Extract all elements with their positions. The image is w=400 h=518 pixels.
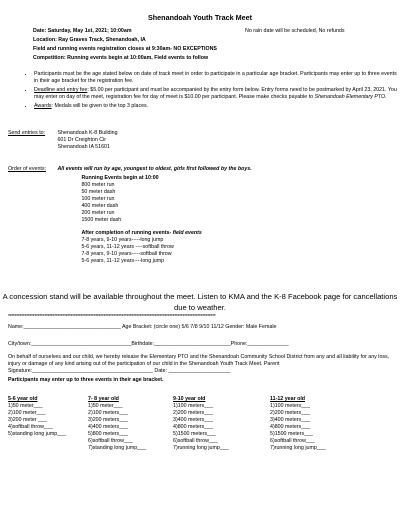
event-line[interactable]: 3)400 meters___ bbox=[173, 417, 214, 423]
order-of-events bbox=[8, 166, 377, 265]
event-location: Location: Ray Graves Track, Shenandoah, IA bbox=[33, 37, 146, 43]
concession-notice: A concession stand will be available throughout the meet. Listen to KMA and the K-8 Facebook page for cancellations due to weather. bbox=[2, 292, 398, 312]
event-line[interactable]: 1)50 meter___ bbox=[8, 403, 43, 409]
event-line[interactable]: 3)200 meters___ bbox=[88, 417, 129, 423]
event-line[interactable]: 4)softball throw___ bbox=[8, 424, 53, 430]
no-rain-note: No rain date will be scheduled, No refunds bbox=[245, 28, 345, 34]
rule-awards: • Awards: Medals will be given to the top 3 places. bbox=[34, 103, 399, 110]
event-line[interactable]: 4)800 meters___ bbox=[270, 424, 311, 430]
event-line[interactable]: 5)standing long jump___ bbox=[8, 431, 67, 437]
event-line[interactable]: 3)200 meter ___ bbox=[8, 417, 47, 423]
registration-note: Field and running events registration closes at 9:30am- NO EXCEPTIONS bbox=[33, 46, 217, 52]
divider-stars: ****************************************************************************************************************************** bbox=[8, 314, 216, 320]
event-line[interactable]: 2)100 meters___ bbox=[88, 410, 129, 416]
event-line[interactable]: 6)softball throw___ bbox=[270, 438, 315, 444]
event-line[interactable]: 4)400 meters___ bbox=[88, 424, 129, 430]
event-line[interactable]: 7)standing long jump___ bbox=[88, 445, 147, 451]
order-label: Order of events: bbox=[8, 166, 46, 172]
event-line[interactable]: 2)200 meters___ bbox=[270, 410, 311, 416]
event-line[interactable]: 1)100 meters___ bbox=[270, 403, 311, 409]
may-enter-note: Participants may enter up to three events in their age bracket. bbox=[8, 377, 164, 383]
event-line[interactable]: 5)1500 meters___ bbox=[173, 431, 216, 437]
event-line[interactable]: 4)800 meters___ bbox=[173, 424, 214, 430]
rules-list bbox=[20, 71, 399, 112]
event-line[interactable]: 1)100 meters___ bbox=[173, 403, 214, 409]
bracket-7-8: 7- 8 year old 1)50 meter___ 2)100 meters___ 3)200 meters___ 4)400 meters___ 5)800 meters___ 6)softball throw___ 7)standing long jump___ bbox=[88, 396, 147, 451]
event-line[interactable]: 5)1500 meters___ bbox=[270, 431, 313, 437]
bracket-5-6: 5-6 year old 1)50 meter___ 2)100 meter___ 3)200 meter ___ 4)softball throw___ 5)standing long jump___ bbox=[8, 396, 67, 437]
event-line[interactable]: 7)running long jump___ bbox=[173, 445, 229, 451]
event-line[interactable]: 2)100 meter___ bbox=[8, 410, 46, 416]
event-line[interactable]: 2)200 meters___ bbox=[173, 410, 214, 416]
bracket-9-10: 9-10 year old 1)100 meters___ 2)200 meters___ 3)400 meters___ 4)800 meters___ 5)1500 meters___ 6)softball throw___ 7)running long jump___ bbox=[173, 396, 229, 451]
bracket-11-12: 11-12 year old 1)100 meters___ 2)200 meters___ 3)400 meters___ 4)800 meters___ 5)1500 meters___ 6)softball throw___ 7)running long jump___ bbox=[270, 396, 326, 451]
competition-note: Competition: Running events begin at 10:00am, Field events to follow bbox=[33, 55, 209, 61]
order-lead: All events will run by age, youngest to oldest, girls first followed by the boys. bbox=[57, 166, 252, 172]
rule-deadline: • Deadline and entry fee: $5.00 per participant and must be accompanied by the entry form below. Entry forms need to be postmarked by April 23, 2021. You may enter on day of the meet, registration fee for day of meet is $10.00 per participant. Please make checks payable to Shenandoah Elementary PTO. bbox=[34, 87, 399, 101]
rule-age: • Participants must be the age stated below on date of track meet in order to participate in a particular age bracket. Participants may enter up to three events in their age bracket for the registration fee. bbox=[34, 71, 399, 85]
send-address: Shenandoah K-8 Building 601 Dr Creighton Cir Shenandoah IA 51601 bbox=[57, 130, 118, 150]
field-events: After completion of running events- field events 7-8 years, 9-10 years-----long jump 5-6 years, 11-12 years ----softball throw 7-8 years, 9-10 years-----softball throw 5-6 years, 11-12 years----long jump bbox=[81, 230, 202, 264]
event-date: Date: Saturday, May 1st, 2021; 10:00am bbox=[33, 28, 132, 34]
event-line[interactable]: 7)running long jump___ bbox=[270, 445, 326, 451]
event-line[interactable]: 6)softball throw___ bbox=[173, 438, 218, 444]
event-line[interactable]: 5)800 meters___ bbox=[88, 431, 129, 437]
liability-consent: On behalf of ourselves and our child, we hereby release the Elementary PTO and the Shenandoah Community School District from any and all liability for any loss, injury or damage of any kind arising out of the participation of our child in the Shenandoah Youth Track Meet. Parent Signature:_________________________________________ Date: _____________________ bbox=[8, 354, 390, 374]
send-label: Send entries to: bbox=[8, 130, 46, 136]
page-title: Shenandoah Youth Track Meet bbox=[148, 13, 252, 22]
event-line[interactable]: 1)50 meter___ bbox=[88, 403, 123, 409]
running-events: Running Events begin at 10:00 800 meter run 50 meter dash 100 meter run 400 meter dash 200 meter run 1500 meter dash bbox=[81, 175, 159, 223]
event-line[interactable]: 3)400 meters___ bbox=[270, 417, 311, 423]
event-info bbox=[33, 28, 373, 64]
city-birthdate-line[interactable]: City/town:__________________________________Birthdate:__________________________Phone:______________ bbox=[8, 341, 289, 347]
name-age-line[interactable]: Name:_________________________________ Age Bracket: (circle one) 5/6 7/8 9/10 11/12 Gender: Male Female bbox=[8, 324, 277, 330]
send-entries bbox=[8, 130, 118, 151]
event-line[interactable]: 6)softball throw___ bbox=[88, 438, 133, 444]
